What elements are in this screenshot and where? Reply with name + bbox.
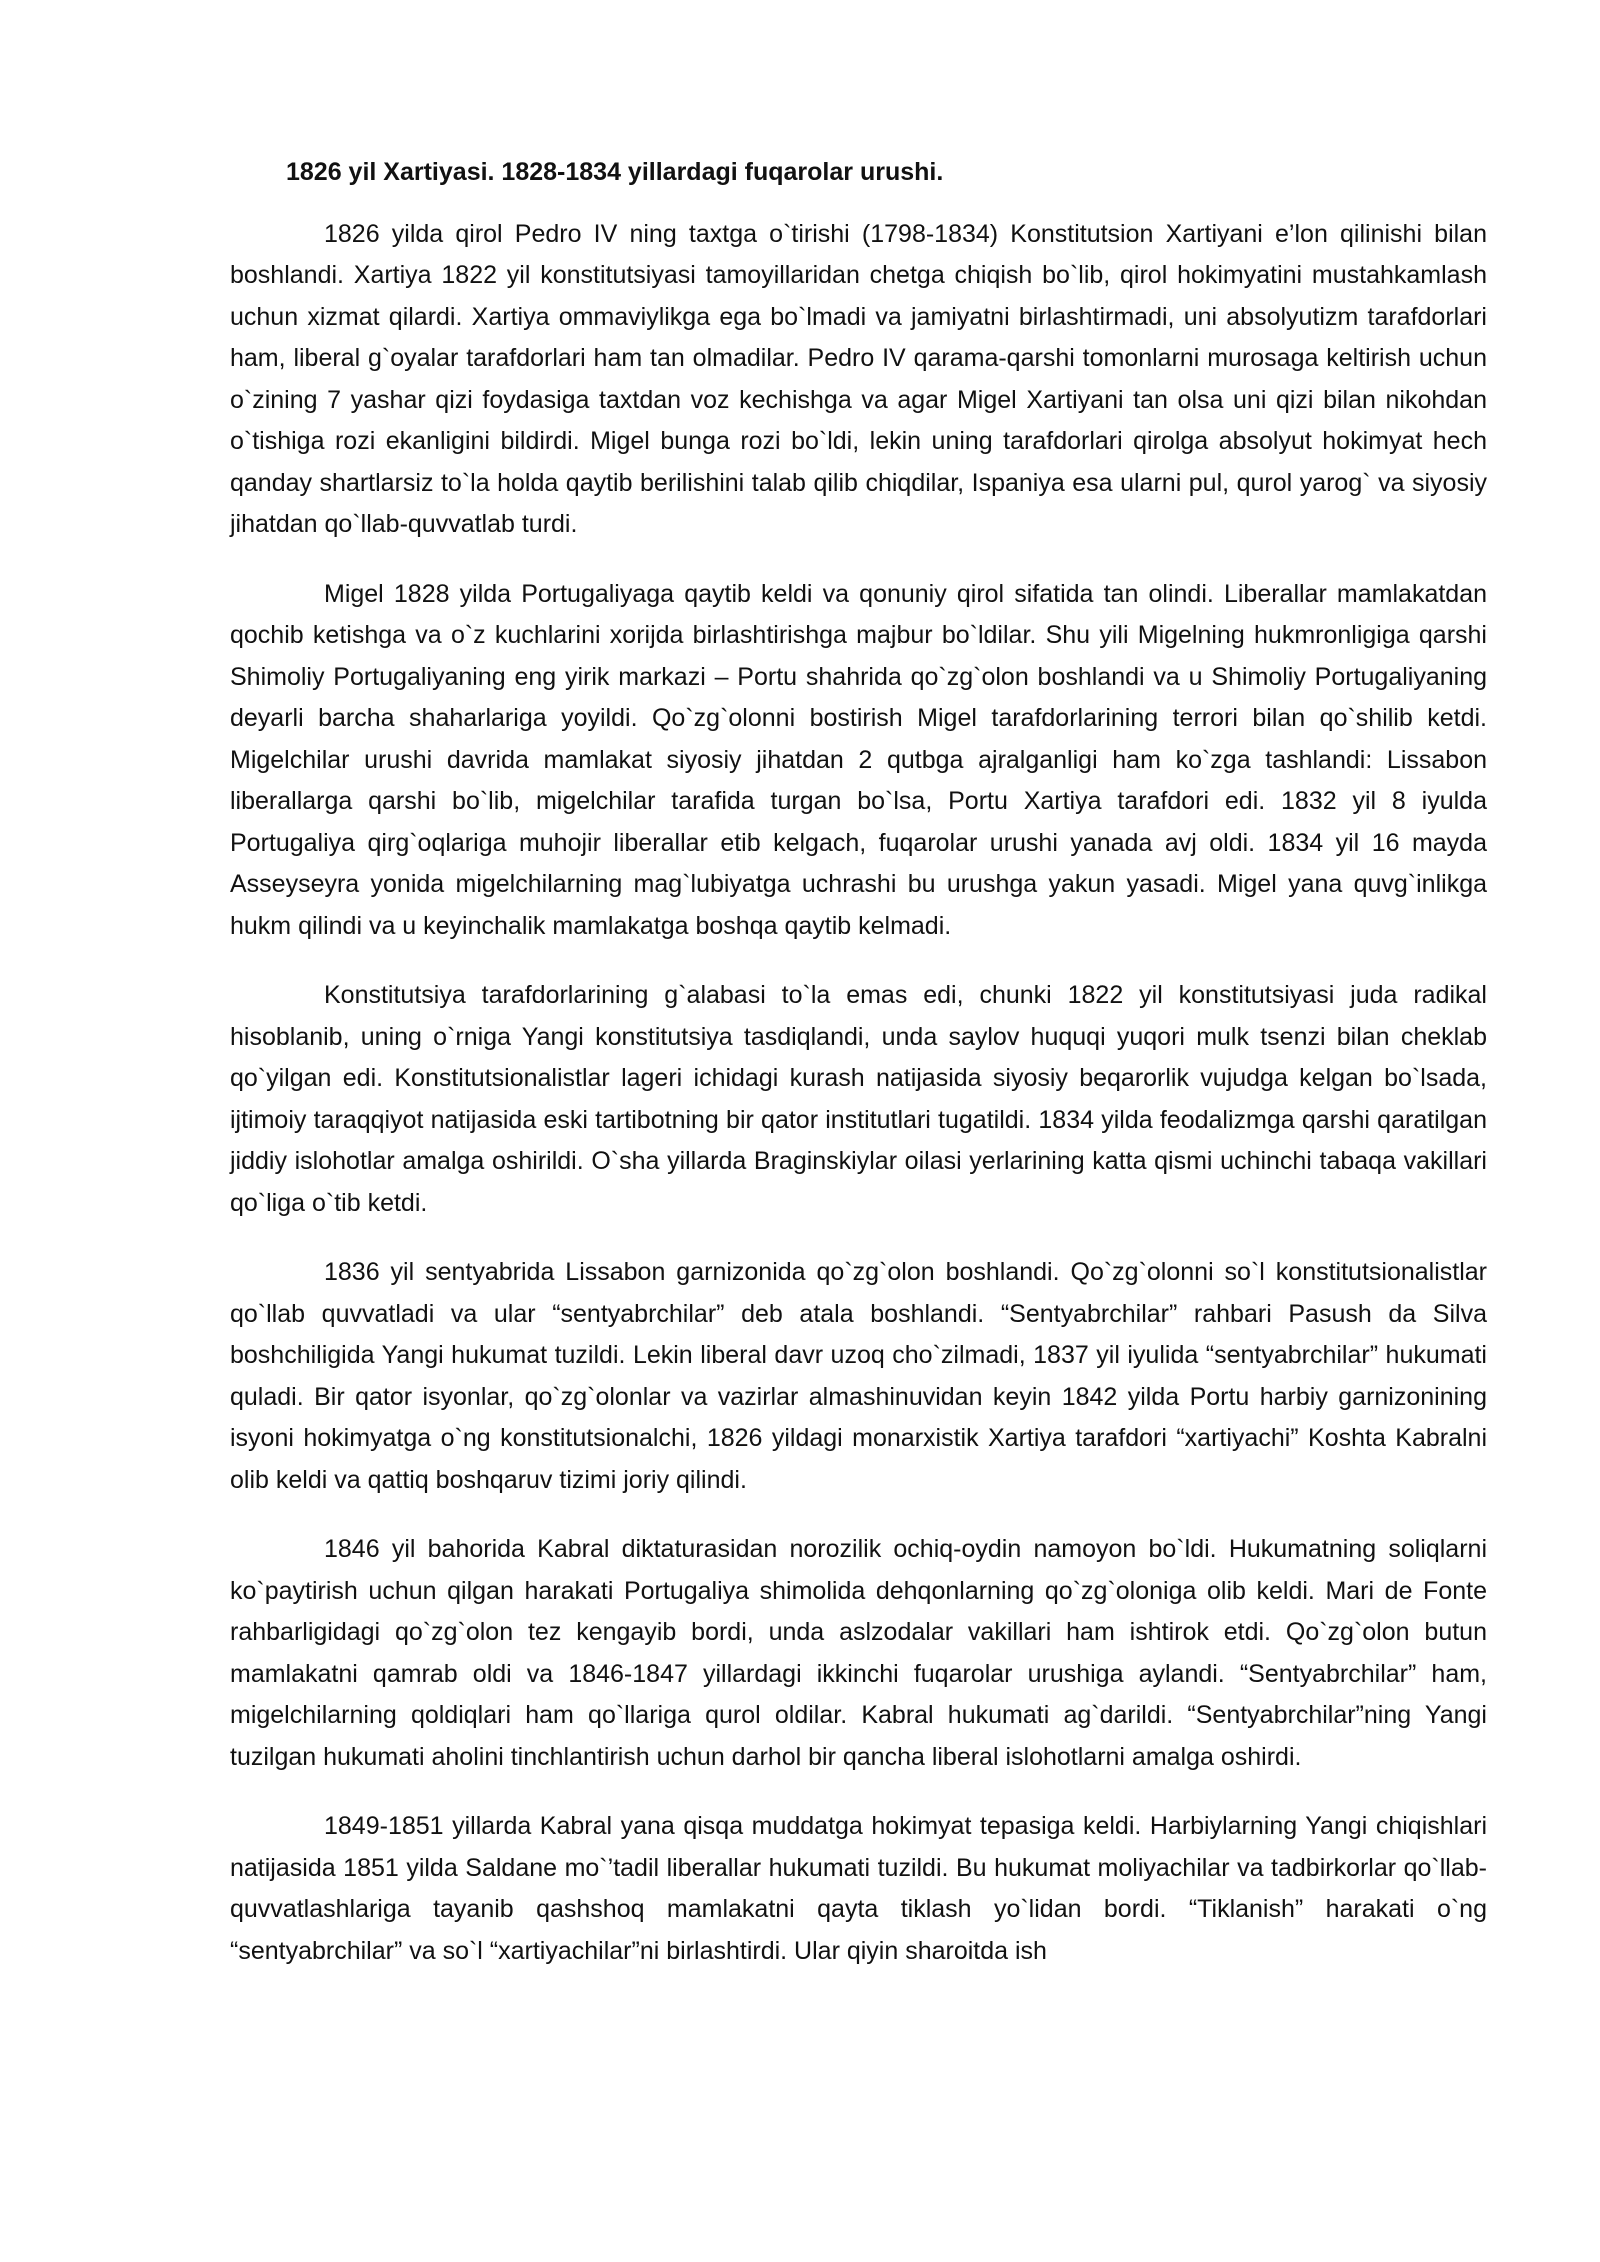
paragraph-3: Konstitutsiya tarafdorlarining g`alabasi to`la emas edi, chunki 1822 yil konstitutsiyasi juda radikal hisoblanib, uning o`rniga Yangi konstitutsiya tasdiqlandi, unda saylov huquqi yuqori mulk tsenzi bilan cheklab qo`yilgan edi. Konstitutsionalistlar lageri ichidagi kurash natijasida siyosiy beqarorlik vujudga kelgan bo`lsada, ijtimoiy taraqqiyot natijasida eski tartibotning bir qator institutlari tugatildi. 1834 yilda feodalizmga qarshi qaratilgan jiddiy islohotlar amalga oshirildi. O`sha yillarda Braginskiylar oilasi yerlarining katta qismi uchinchi tabaqa vakillari qo`liga o`tib ketdi. bbox=[230, 981, 1487, 1217]
document-body bbox=[230, 152, 1487, 2000]
paragraph-4: 1836 yil sentyabrida Lissabon garnizonida qo`zg`olon boshlandi. Qo`zg`olonni so`l konstitutsionalistlar qo`llab quvvatladi va ular “sentyabrchilar” deb atala boshlandi. “Sentyabrchilar” rahbari Pasush da Silva boshchiligida Yangi hukumat tuzildi. Lekin liberal davr uzoq cho`zilmadi, 1837 yil iyulida “sentyabrchilar” hukumati quladi. Bir qator isyonlar, qo`zg`olonlar va vazirlar almashinuvidan keyin 1842 yilda Portu harbiy garnizonining isyoni hokimyatga o`ng konstitutsionalchi, 1826 yildagi monarxistik Xartiya tarafdori “xartiyachi” Koshta Kabralni olib keldi va qattiq boshqaruv tizimi joriy qilindi. bbox=[230, 1258, 1487, 1494]
document-title: 1826 yil Xartiyasi. 1828-1834 yillardagi fuqarolar urushi. bbox=[286, 158, 944, 186]
paragraph-5: 1846 yil bahorida Kabral diktaturasidan norozilik ochiq-oydin namoyon bo`ldi. Hukumatning soliqlarni ko`paytirish uchun qilgan harakati Portugaliya shimolida dehqonlarning qo`zg`oloniga olib keldi. Mari de Fonte rahbarligidagi qo`zg`olon tez kengayib bordi, unda aslzodalar vakillari ham ishtirok etdi. Qo`zg`olon butun mamlakatni qamrab oldi va 1846-1847 yillardagi ikkinchi fuqarolar urushiga aylandi. “Sentyabrchilar” ham, migelchilarning qoldiqlari ham qo`llariga qurol oldilar. Kabral hukumati ag`darildi. “Sentyabrchilar”ning Yangi tuzilgan hukumati aholini tinchlantirish uchun darhol bir qancha liberal islohotlarni amalga oshirdi. bbox=[230, 1535, 1487, 1771]
paragraph-6: 1849-1851 yillarda Kabral yana qisqa muddatga hokimyat tepasiga keldi. Harbiylarning Yangi chiqishlari natijasida 1851 yilda Saldane mo`’tadil liberallar hukumati tuzildi. Bu hukumat moliyachilar va tadbirkorlar qo`llab-quvvatlashlariga tayanib qashshoq mamlakatni qayta tiklash yo`lidan bordi. “Tiklanish” harakati o`ng “sentyabrchilar” va so`l “xartiyachilar”ni birlashtirdi. Ular qiyin sharoitda ish bbox=[230, 1812, 1487, 1965]
paragraph-1: 1826 yilda qirol Pedro IV ning taxtga o`tirishi (1798-1834) Konstitutsion Xartiyani e’lon qilinishi bilan boshlandi. Xartiya 1822 yil konstitutsiyasi tamoyillaridan chetga chiqish bo`lib, qirol hokimyatini mustahkamlash uchun xizmat qilardi. Xartiya ommaviylikga ega bo`lmadi va jamiyatni birlashtirmadi, uni absolyutizm tarafdorlari ham, liberal g`oyalar tarafdorlari ham tan olmadilar. Pedro IV qarama-qarshi tomonlarni murosaga keltirish uchun o`zining 7 yashar qizi foydasiga taxtdan voz kechishga va agar Migel Xartiyani tan olsa uni qizi bilan nikohdan o`tishiga rozi ekanligini bildirdi. Migel bunga rozi bo`ldi, lekin uning tarafdorlari qirolga absolyut hokimyat hech qanday shartlarsiz to`la holda qaytib berilishini talab qilib chiqdilar, Ispaniya esa ularni pul, qurol yarog` va siyosiy jihatdan qo`llab-quvvatlab turdi. bbox=[230, 219, 1487, 538]
paragraph-2: Migel 1828 yilda Portugaliyaga qaytib keldi va qonuniy qirol sifatida tan olindi. Liberallar mamlakatdan qochib ketishga va o`z kuchlarini xorijda birlashtirishga majbur bo`ldilar. Shu yili Migelning hukmronligiga qarshi Shimoliy Portugaliyaning eng yirik markazi – Portu shahrida qo`zg`olon boshlandi va u Shimoliy Portugaliyaning deyarli barcha shaharlariga yoyildi. Qo`zg`olonni bostirish Migel tarafdorlarining terrori bilan qo`shilib ketdi. Migelchilar urushi davrida mamlakat siyosiy jihatdan 2 qutbga ajralganligi ham ko`zga tashlandi: Lissabon liberallarga qarshi bo`lib, migelchilar tarafida turgan bo`lsa, Portu Xartiya tarafdori edi. 1832 yil 8 iyulda Portugaliya qirg`oqlariga muhojir liberallar etib kelgach, fuqarolar urushi yanada avj oldi. 1834 yil 16 mayda Asseyseyra yonida migelchilarning mag`lubiyatga uchrashi bu urushga yakun yasadi. Migel yana quvg`inlikga hukm qilindi va u keyinchalik mamlakatga boshqa qaytib kelmadi. bbox=[230, 579, 1487, 940]
